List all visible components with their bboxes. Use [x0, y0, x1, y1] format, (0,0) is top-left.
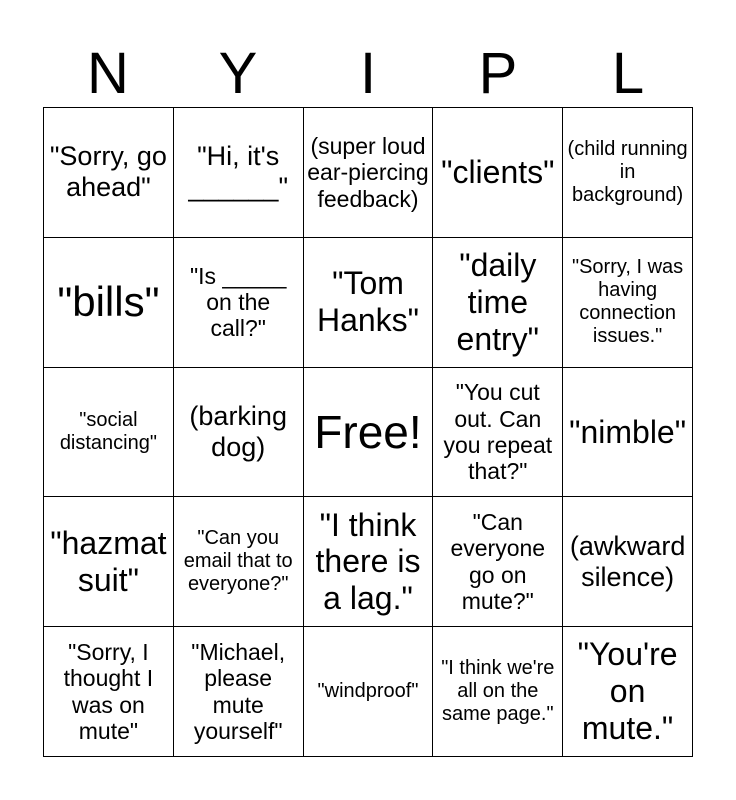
bingo-cell[interactable] — [174, 497, 304, 627]
bingo-cell[interactable] — [44, 497, 174, 627]
bingo-cell[interactable] — [304, 627, 434, 757]
bingo-cell-text: "daily time entry" — [456, 247, 540, 357]
bingo-cell-text: "I think we're all on the same page." — [441, 657, 555, 726]
bingo-cell[interactable] — [174, 627, 304, 757]
bingo-cell[interactable] — [174, 368, 304, 498]
bingo-cell-text: (child running in background) — [567, 137, 688, 206]
bingo-cell-text: "hazmat suit" — [50, 524, 167, 598]
header-letter-y: Y — [218, 41, 258, 106]
bingo-cell[interactable] — [563, 497, 693, 627]
bingo-cell[interactable] — [304, 238, 434, 368]
bingo-cell-text: "Sorry, I thought I was on mute" — [63, 638, 154, 745]
bingo-cell-text: "social distancing" — [59, 408, 157, 454]
bingo-cell-text: (super loud ear-piercing feedback) — [307, 132, 429, 212]
bingo-cell-text: (awkward silence) — [569, 530, 686, 592]
bingo-cell[interactable] — [44, 108, 174, 238]
bingo-cell-text: "nimble" — [569, 413, 687, 450]
bingo-cell[interactable] — [304, 108, 434, 238]
bingo-cell-text: "Michael, please mute yourself" — [191, 638, 286, 745]
bingo-cell[interactable] — [44, 368, 174, 498]
bingo-cell[interactable] — [433, 238, 563, 368]
bingo-header — [43, 40, 693, 108]
bingo-cell-text: "Sorry, go ahead" — [49, 141, 167, 203]
bingo-cell[interactable] — [433, 368, 563, 498]
bingo-cell-text: "Can you email that to everyone?" — [183, 527, 293, 596]
bingo-cell-text: "You're on mute." — [577, 636, 678, 746]
bingo-cell[interactable] — [433, 108, 563, 238]
header-letter-n: N — [87, 41, 129, 106]
header-letter-l: L — [611, 41, 645, 106]
bingo-cell[interactable] — [44, 627, 174, 757]
header-letter-i: I — [359, 41, 377, 106]
bingo-cell[interactable] — [174, 238, 304, 368]
bingo-cell-text: "Is _____ on the call?" — [189, 262, 287, 342]
bingo-cell[interactable] — [563, 368, 693, 498]
bingo-cell[interactable] — [563, 627, 693, 757]
bingo-cell-text: "Hi, it's ______" — [188, 141, 289, 203]
bingo-cell[interactable] — [563, 238, 693, 368]
bingo-cell-text: Free! — [314, 405, 422, 458]
bingo-cell-text: "windproof" — [317, 680, 419, 703]
bingo-cell-text: "Tom Hanks" — [316, 265, 420, 339]
bingo-cell[interactable] — [44, 238, 174, 368]
bingo-cell[interactable] — [563, 108, 693, 238]
bingo-cell[interactable] — [304, 368, 434, 498]
bingo-cell-text: "You cut out. Can you repeat that?" — [443, 379, 553, 485]
bingo-cell-text: "Can everyone go on mute?" — [450, 508, 546, 615]
bingo-cell[interactable] — [304, 497, 434, 627]
bingo-board — [43, 107, 693, 757]
bingo-cell-text: (barking dog) — [189, 400, 287, 462]
bingo-cell-text: "I think there is a lag." — [315, 506, 421, 617]
bingo-cell[interactable] — [433, 627, 563, 757]
bingo-cell-text: "Sorry, I was having connection issues." — [571, 256, 684, 348]
bingo-cell-text: "clients" — [441, 154, 555, 190]
bingo-cell-text: "bills" — [57, 278, 160, 326]
bingo-cell[interactable] — [433, 497, 563, 627]
bingo-cell[interactable] — [174, 108, 304, 238]
header-letter-p: P — [478, 41, 518, 106]
